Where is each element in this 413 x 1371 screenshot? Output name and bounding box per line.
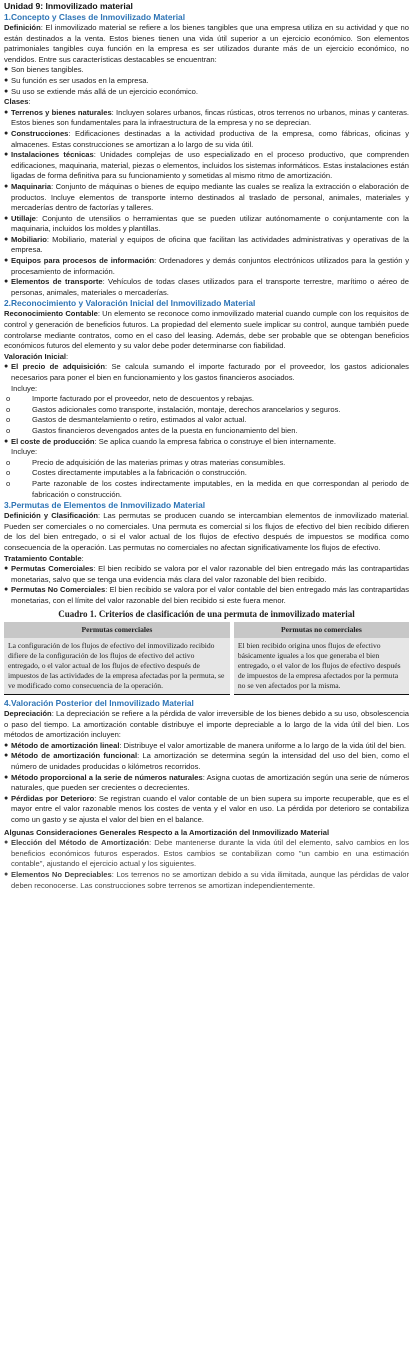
- bullet-icon: ●: [4, 870, 9, 878]
- adq-subitem-text: Gastos adicionales como transporte, instalación, montaje, derechos arancelarios y seguros.: [32, 404, 341, 414]
- prod-text: : Se aplica cuando la empresa fabrica o construye el bien internamente.: [94, 436, 337, 446]
- clase-label: Instalaciones técnicas: [11, 150, 94, 160]
- clase-text: : Vehículos de todas clases utilizados para el transporte terrestre, marítimo o aéreo de personas, animales, materiales o mercaderías.: [11, 277, 409, 297]
- bullet-icon: ●: [4, 235, 9, 243]
- circle-bullet-icon: o: [6, 415, 11, 425]
- section-2-title: 2.Reconocimiento y Valoración Inicial del Inmovilizado Material: [4, 298, 256, 309]
- dep-label: Depreciación: [4, 709, 52, 719]
- prod-subitem-text: Costes directamente imputables a la fabricación o construcción.: [32, 468, 247, 478]
- permuta-item: [4, 585, 409, 606]
- prod-subitem-text: Precio de adquisición de las materias primas y otras materias consumibles.: [32, 457, 286, 467]
- consideration-item: [4, 870, 409, 891]
- adquisicion-item: [4, 362, 409, 394]
- method-label: Método proporcional a la serie de números naturales: [11, 772, 203, 782]
- clases-label: Clases: [4, 97, 29, 107]
- clase-item: [4, 129, 409, 150]
- method-text: : Asigna cuotas de amortización según una serie de números naturales, que pueden ser crecientes o decrecientes.: [11, 772, 409, 793]
- adq-subitem-text: Gastos financieros devengados antes de la puesta en funcionamiento del bien.: [32, 425, 298, 435]
- circle-bullet-icon: o: [6, 404, 11, 414]
- bullet-icon: ●: [4, 586, 9, 594]
- clase-label: Elementos de transporte: [11, 277, 103, 287]
- permuta-label: Permutas No Comerciales: [11, 585, 106, 595]
- caption-number: Cuadro 1.: [58, 609, 97, 620]
- unit-title: Unidad 9: Inmovilizado material: [4, 1, 133, 11]
- clase-label: Mobiliario: [11, 234, 47, 244]
- bullet-icon: ●: [4, 214, 9, 222]
- circle-bullet-icon: o: [6, 478, 11, 488]
- clase-item: [4, 182, 409, 214]
- permuta-label: Permutas Comerciales: [11, 564, 94, 574]
- s3-def-text: : Las permutas se producen cuando se intercambian elementos de inmovilizado material. Pueden ser comerciales o no comerciales. Una permuta es comercial si los flujos de efectivo del bien recibido difieren de los del bien entregado, o si el valor actual de los flujos de efectivo después de impuestos se modifica como consecuencia de la operación. Las permutas no comerciales no afectan significativamente los flujos de efectivo.: [4, 511, 409, 552]
- bullet-icon: ●: [4, 66, 9, 74]
- adq-label: El precio de adquisición: [11, 362, 106, 372]
- clase-label: Utillaje: [11, 213, 36, 223]
- dep-text: : La depreciación se refiere a la pérdida de valor irreversible de los bienes debido a su uso, obsolescencia o paso del tiempo. La amortización contable distribuye el importe depreciable a lo largo de la vida útil del bien. Los métodos de amortización incluyen:: [4, 709, 409, 740]
- consideration-item: [4, 838, 409, 870]
- circle-bullet-icon: o: [6, 457, 11, 467]
- adq-text: : Se calcula sumando el importe facturado por el proveedor, los gastos adicionales necesarios para poner el bien en funcionamiento y los gastos financieros asociados.: [11, 362, 409, 382]
- table-header: Permutas comerciales: [4, 622, 232, 638]
- consideration-label: Elección del Método de Amortización: [11, 838, 150, 848]
- criteria-table: [4, 622, 409, 695]
- prod-subitem: [4, 479, 409, 500]
- clase-item: [4, 277, 409, 298]
- method-text: : Se registran cuando el valor contable de un bien supera su importe recuperable, que es el mayor entre el valor razonable menos los costes de venta y el valor en uso. La pérdida por deterioro se contabiliza como un gasto y se ajusta el valor del bien en el balance.: [11, 793, 409, 824]
- s3-def-label: Definición y Clasificación: [4, 511, 99, 521]
- adq-subitem: [4, 394, 409, 405]
- bullet-icon: ●: [4, 182, 9, 190]
- s2-rec-text: : Un elemento se reconoce como inmovilizado material cuando cumple con los requisitos de control y generación de beneficios futuros. La propiedad del elemento suele implicar su control, aunque también puede controlarse mediante contratos, como en el caso del leasing. Además, debe ser probable que se obtengan beneficios económicos futuros del elemento y su valor debe poder determinarse con fiabilidad.: [4, 309, 409, 351]
- s3-definition: [4, 511, 409, 553]
- method-item: [4, 794, 409, 826]
- considerations-title: Algunas Consideraciones Generales Respecto a la Amortización del Inmovilizado Material: [4, 827, 330, 837]
- consideration-text: : Debe mantenerse durante la vida útil del elemento, salvo cambios en los beneficios económicos futuros esperados. Estos cambios se contabilizan como "un cambio en una estimación contable", ajustando el ejercicio actual y los siguientes.: [11, 838, 409, 869]
- bullet-icon: ●: [4, 151, 9, 159]
- clase-item: [4, 235, 409, 256]
- method-item: [4, 773, 409, 794]
- valoracion-heading: Valoración Inicial:: [4, 351, 69, 361]
- feature-item: [4, 65, 409, 76]
- section-3-title: 3.Permutas de Elementos de Inmovilizado Material: [4, 500, 206, 511]
- bullet-icon: ●: [4, 839, 9, 847]
- feature-text: Son bienes tangibles.: [11, 65, 84, 75]
- permuta-text: : El bien recibido se valora por el valor contable del bien entregado más las contrapartidas monetarias, con el límite del valor razonable del bien recibido si este fuera menor.: [11, 585, 409, 605]
- table-header: Permutas no comerciales: [232, 622, 409, 638]
- clase-text: : Incluyen solares urbanos, fincas rústicas, otros terrenos no urbanos, minas y canteras. Estos bienes son fundamentales para la infraestructura de la empresa y no se deprecian.: [11, 107, 409, 128]
- prod-subitem: [4, 468, 409, 479]
- feature-text: Su uso se extiende más allá de un ejercicio económico.: [11, 86, 198, 96]
- method-label: Pérdidas por Deterioro: [11, 793, 95, 803]
- clase-label: Construcciones: [11, 128, 69, 138]
- valoracion-label: Valoración Inicial: [4, 351, 67, 361]
- method-text: : La amortización se determina según la intensidad del uso del bien, como el número de unidades producidas o kilómetros recorridos.: [11, 751, 410, 772]
- circle-bullet-icon: o: [6, 468, 11, 478]
- clase-item: [4, 150, 409, 182]
- s4-depreciacion: [4, 709, 409, 741]
- tratamiento-label: Tratamiento Contable: [4, 553, 82, 563]
- incluye-label: Incluye:: [11, 383, 38, 393]
- clases-heading: Clases:: [4, 97, 31, 107]
- bullet-icon: ●: [4, 87, 9, 95]
- bullet-icon: ●: [4, 108, 9, 116]
- bullet-icon: ●: [4, 363, 9, 371]
- clase-item: [4, 214, 409, 235]
- bullet-icon: ●: [4, 257, 9, 265]
- feature-item: [4, 87, 409, 98]
- clase-item: [4, 108, 409, 129]
- table-caption: [4, 609, 409, 620]
- consideration-label: Elementos No Depreciables: [11, 869, 112, 879]
- clase-text: : Unidades complejas de uso especializado en el proceso productivo, que comprenden edificaciones, maquinaria, material, piezas o elementos, incluidos los sistemas informáticos. Estas instalaciones están ligadas de forma definitiva para su funcionamiento y sometidas al mismo ritmo de amortización.: [11, 150, 409, 181]
- s2-reconocimiento: [4, 309, 409, 351]
- tratamiento-heading: Tratamiento Contable:: [4, 553, 84, 563]
- adq-subitem: [4, 415, 409, 426]
- clase-label: Equipos para procesos de información: [11, 256, 155, 266]
- incluye-label: Incluye:: [11, 447, 38, 457]
- table-cell: El bien recibido origina unos flujos de efectivo básicamente iguales a los que generaba el bien entregado, o el valor de los flujos de efectivo después de impuestos de la empresa afectados por la permuta no se ven afectados por la misma.: [232, 638, 409, 695]
- caption-text: Criterios de clasificación de una permuta de inmovilizado material: [96, 609, 355, 620]
- adq-subitem: [4, 426, 409, 437]
- clase-text: : Conjunto de máquinas o bienes de equipo mediante las cuales se realiza la extracción o elaboración de productos. Incluye elementos de transporte interno destinados al traslado de personal, animales, materiales y mercaderías dentro de factorías y talleres.: [11, 181, 409, 213]
- bullet-icon: ●: [4, 76, 9, 84]
- clase-text: : Conjunto de utensilios o herramientas que se pueden utilizar autónomamente o conjuntamente con la maquinaria, incluidos los moldes y plantillas.: [11, 213, 409, 234]
- bullet-icon: ●: [4, 437, 9, 445]
- prod-subitem: [4, 458, 409, 469]
- adq-subitem-text: Gastos de desmantelamiento o retiro, estimados al valor actual.: [32, 415, 247, 425]
- prod-subitem-text: Parte razonable de los costes indirectamente imputables, en la medida en que correspondan al periodo de fabricación o construcción.: [32, 478, 409, 499]
- produccion-item: [4, 437, 409, 448]
- clase-label: Terrenos y bienes naturales: [11, 107, 112, 117]
- table-cell: La configuración de los flujos de efectivo del inmovilizado recibido difiere de la configuración de los flujos de efectivo del activo entregado, o el valor actual de los flujos de efectivo después de impuestos de las actividades de la empresa afectadas por la permuta, se ve modificado como consecuencia de la operación.: [4, 638, 232, 695]
- s2-rec-label: Reconocimiento Contable: [4, 309, 98, 319]
- bullet-icon: ●: [4, 794, 9, 802]
- circle-bullet-icon: o: [6, 394, 11, 404]
- bullet-icon: ●: [4, 129, 9, 137]
- clase-item: [4, 256, 409, 277]
- method-item: [4, 741, 409, 752]
- permuta-text: : El bien recibido se valora por el valor razonable del bien entregado más las contrapartidas monetarias, salvo que se tenga una evidencia más clara del valor razonable del bien recibido.: [11, 564, 409, 584]
- adq-subitem-text: Importe facturado por el proveedor, neto de descuentos y rebajas.: [32, 394, 255, 404]
- s1-definition: [4, 23, 409, 65]
- bullet-icon: ●: [4, 741, 9, 749]
- method-text: : Distribuye el valor amortizable de manera uniforme a lo largo de la vida útil del bien.: [119, 740, 407, 750]
- clase-text: : Mobiliario, material y equipos de oficina que facilitan las actividades administrativas y operativas de la empresa.: [11, 234, 409, 255]
- prod-label: El coste de producción: [11, 436, 95, 446]
- clase-label: Maquinaria: [11, 181, 52, 191]
- bullet-icon: ●: [4, 278, 9, 286]
- section-1-title: 1.Concepto y Clases de Inmovilizado Material: [4, 12, 186, 22]
- method-item: [4, 751, 409, 772]
- feature-text: Su función es ser usados en la empresa.: [11, 75, 149, 85]
- s1-definition-label: Definición: [4, 23, 41, 32]
- bullet-icon: ●: [4, 773, 9, 781]
- circle-bullet-icon: o: [6, 425, 11, 435]
- permuta-item: [4, 564, 409, 585]
- bullet-icon: ●: [4, 565, 9, 573]
- clase-text: : Edificaciones destinadas a la actividad productiva de la empresa, como fábricas, oficinas y almacenes. Estas construcciones se amortizan a lo largo de su vida útil.: [11, 128, 409, 149]
- s1-definition-text: : El inmovilizado material se refiere a los bienes tangibles que una empresa utiliza en su actividad y que no están destinados a la venta. Estos bienes tienen una vida útil superior a un ejercicio económico. Son elementos patrimoniales tangibles cuya función en la empresa es ser utilizados durante más de un ejercicio económico, no vendidos. Entre sus características destacables se encuentran:: [4, 23, 409, 64]
- bullet-icon: ●: [4, 752, 9, 760]
- adq-subitem: [4, 405, 409, 416]
- clase-text: : Ordenadores y demás conjuntos electrónicos utilizados para la gestión y procesamiento de información.: [11, 256, 409, 276]
- method-label: Método de amortización lineal: [11, 740, 120, 750]
- feature-item: [4, 76, 409, 87]
- consideration-text: : Los terrenos no se amortizan debido a su vida ilimitada, aunque las pérdidas de valor deben reconocerse. Las construcciones sobre terrenos se amortizan independientemente.: [11, 869, 409, 890]
- method-label: Método de amortización funcional: [11, 751, 138, 761]
- section-4-title: 4.Valoración Posterior del Inmovilizado Material: [4, 698, 194, 709]
